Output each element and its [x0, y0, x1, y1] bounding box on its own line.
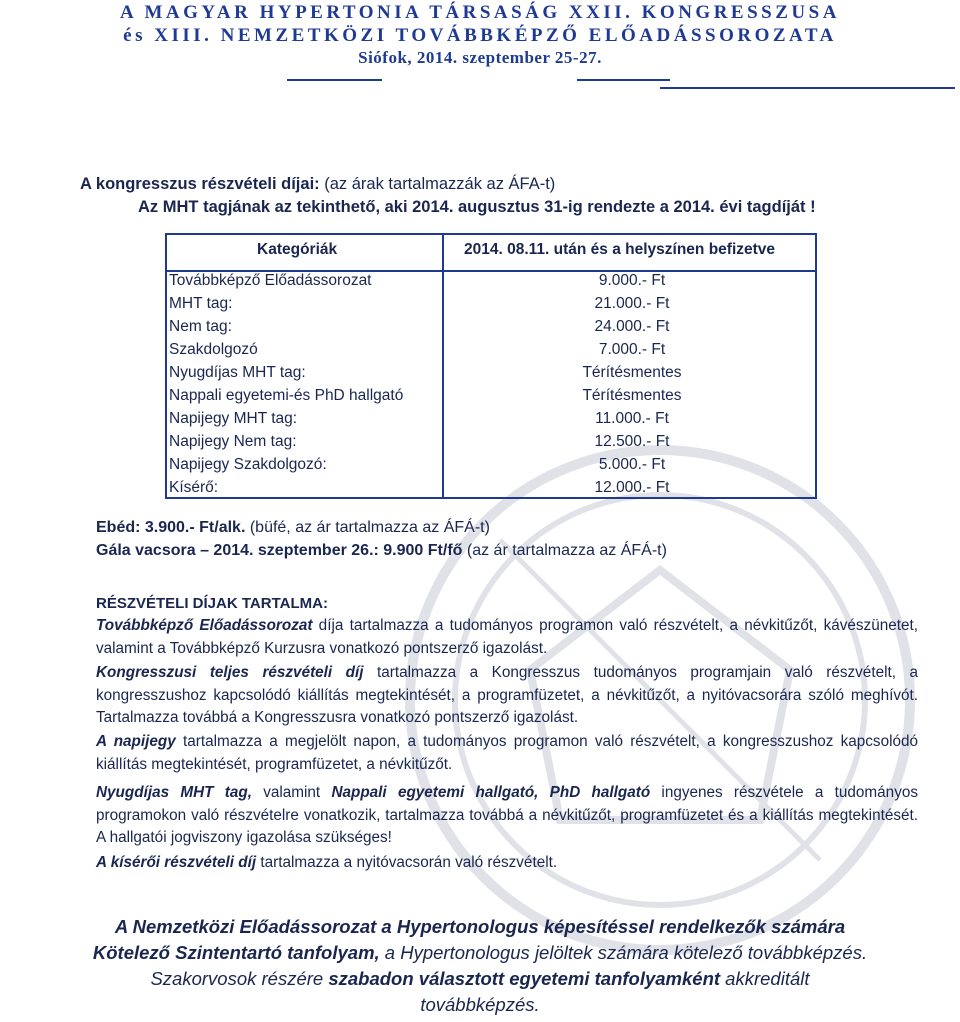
table-row [167, 341, 815, 364]
paragraph-course-fee [96, 615, 918, 660]
fees-title-bold: A kongresszus részvételi díjai: [80, 175, 320, 193]
row-price: 7.000.- Ft [598, 341, 666, 358]
row-category: MHT tag: [169, 295, 233, 312]
row-price: 9.000.- Ft [598, 272, 666, 289]
row-category: Kísérő: [169, 479, 219, 496]
paragraph-text: tartalmazza a Kongresszus tudományos programjain való részvételt, a kongresszushoz kapcsolódó kiállítás megtekintését, a programfüzetet, a névkitűzőt, a nyitóvacsorára szóló meghívót. Tartalmazza továbbá a Kongresszusra vonatkozó pontszerző igazolást. [96, 664, 918, 726]
row-category: Napijegy Szakdolgozó: [169, 456, 327, 473]
lunch-price-bold: Ebéd: 3.900.- Ft/alk. [96, 519, 246, 536]
header-rule-right [577, 79, 670, 81]
table-row [167, 410, 815, 433]
row-price: 12.000.- Ft [594, 479, 670, 496]
closing-text-2: akkreditált továbbképzés. [420, 968, 810, 1015]
gala-price-note: (az ár tartalmazza az ÁFÁ-t) [462, 542, 667, 559]
table-row [167, 318, 815, 341]
table-row [167, 295, 815, 318]
closing-bold-2: szabadon választott egyetemi tanfolyamként [328, 968, 721, 989]
header-location-date: Siófok, 2014. szeptember 25-27. [358, 48, 602, 67]
table-row [167, 387, 815, 410]
row-price: 11.000.- Ft [595, 410, 669, 427]
row-price: Térítésmentes [582, 387, 682, 404]
fees-title-note: (az árak tartalmazzák az ÁFA-t) [319, 175, 556, 193]
paragraph-lead: Kongresszusi teljes részvételi díj [96, 664, 364, 681]
paragraph-lead: A napijegy [96, 733, 176, 750]
paragraph-text: tartalmazza a megjelölt napon, a tudományos programon való részvételt, a kongresszushoz kapcsolódó kiállítás megtekintését, programfüzetet, a névkitűzőt. [96, 733, 918, 773]
paragraph-text: valamint [251, 784, 332, 801]
row-category: Napijegy MHT tag: [169, 410, 298, 427]
paragraph-text: tartalmazza a nyitóvacsorán való részvételt. [256, 854, 558, 871]
header-title-line2: és XIII. NEMZETKÖZI TOVÁBBKÉPZŐ ELŐADÁSSOROZATA [123, 25, 837, 46]
table-row [167, 272, 815, 295]
row-price: 12.500.- Ft [594, 433, 670, 450]
row-price: 24.000.- Ft [594, 318, 670, 335]
closing-bold-1: A Nemzetközi Előadássorozat a Hypertonologus képesítéssel rendelkezők számára Kötelező Szintentartó tanfolyam, [92, 916, 846, 963]
row-price: 21.000.- Ft [594, 295, 670, 312]
paragraph-day-ticket [96, 731, 918, 776]
table-row [167, 456, 815, 479]
gala-price-bold: Gála vacsora – 2014. szeptember 26.: 9.900 Ft/fő [96, 542, 463, 559]
closing-text-1: a Hypertonologus jelöltek számára kötelező továbbképzés. Szakorvosok részére [150, 942, 868, 989]
gala-dinner-price [96, 539, 667, 562]
table-row [167, 479, 815, 502]
table-row [167, 364, 815, 387]
row-category: Továbbképző Előadássorozat [169, 272, 372, 289]
table-header-category: Kategóriák [257, 241, 338, 258]
row-category: Nem tag: [169, 318, 232, 335]
row-price: 5.000.- Ft [598, 456, 666, 473]
header-title-line1: A MAGYAR HYPERTONIA TÁRSASÁG XXII. KONGRESSZUSA [120, 2, 840, 23]
row-category: Nappali egyetemi-és PhD hallgató [169, 387, 404, 404]
table-header-price: 2014. 08.11. után és a helyszínen befizetve [464, 241, 776, 258]
contents-heading: RÉSZVÉTELI DÍJAK TARTALMA: [96, 595, 328, 612]
table-row [167, 433, 815, 456]
paragraph-lead: A kísérői részvételi díj [96, 854, 257, 871]
header-rule-left [287, 79, 382, 81]
paragraph-text-2: ingyenes részvétele a tudományos programokon való részvételre vonatkozik, tartalmazza továbbá a névkitűzőt, programfüzetet és a kiállítás megtekintését. A hallgatói jogviszony igazolása szükséges! [96, 784, 918, 846]
lunch-price [96, 516, 490, 539]
row-category: Napijegy Nem tag: [169, 433, 297, 450]
paragraph-text: díja tartalmazza a tudományos programon való részvételt, a névkitűzőt, kávészünetet, valamint a Továbbképző Kurzusra vonatkozó pontszerző igazolást. [96, 617, 918, 657]
paragraph-companion-fee [96, 852, 918, 875]
lunch-price-note: (büfé, az ár tartalmazza az ÁFÁ-t) [245, 519, 490, 536]
closing-statement [90, 914, 870, 1018]
paragraph-congress-fee [96, 662, 918, 730]
paragraph-free-participants [96, 782, 918, 850]
row-category: Nyugdíjas MHT tag: [169, 364, 306, 381]
membership-note: Az MHT tagjának az tekinthető, aki 2014. augusztus 31-ig rendezte a 2014. évi tagdíját ! [138, 198, 816, 216]
fee-table [165, 233, 817, 499]
paragraph-lead: Nyugdíjas MHT tag, [96, 784, 252, 801]
paragraph-lead: Továbbképző Előadássorozat [96, 617, 313, 634]
fees-title [80, 173, 555, 196]
row-price: Térítésmentes [582, 364, 682, 381]
row-category: Szakdolgozó [169, 341, 258, 358]
paragraph-lead-2: Nappali egyetemi hallgató, PhD hallgató [331, 784, 651, 801]
header-rule-long [660, 87, 955, 89]
